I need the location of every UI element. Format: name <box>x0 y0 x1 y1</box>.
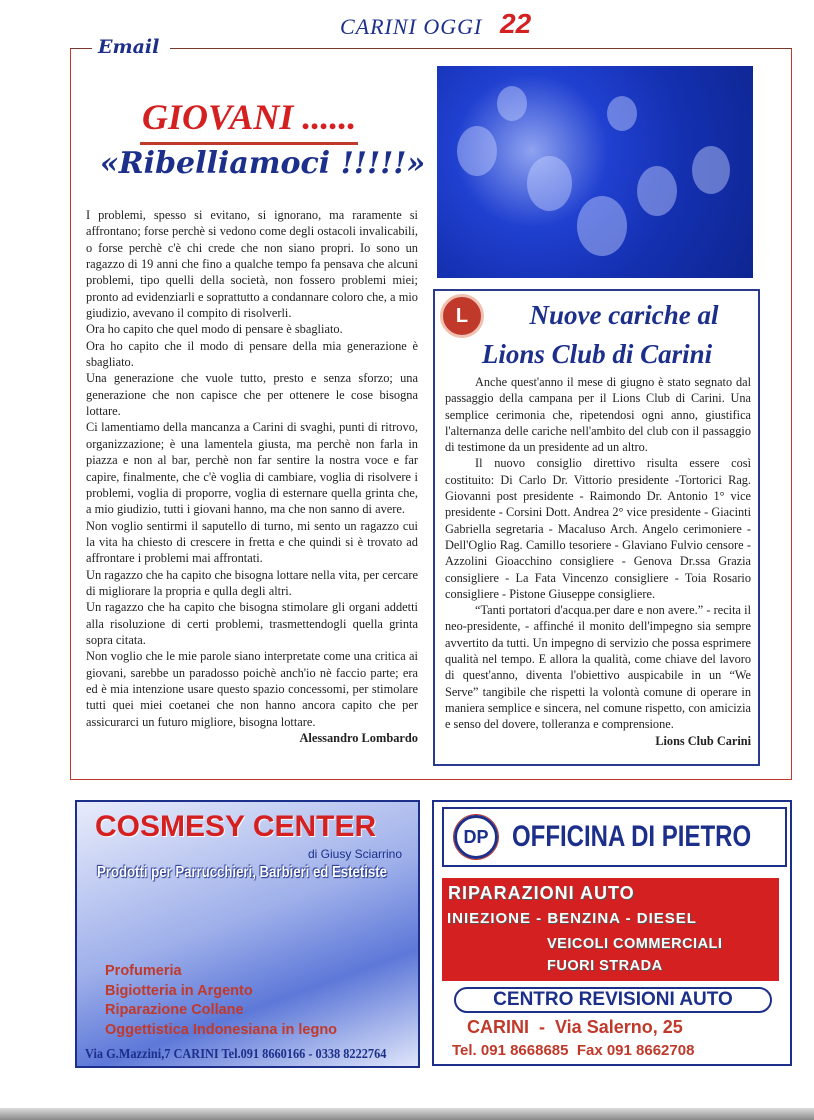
paragraph: Ora ho capito che quel modo di pensare è sbagliato. <box>86 322 343 337</box>
ad-service: Bigiotteria in Argento <box>105 982 253 999</box>
crowd-photo <box>437 66 753 278</box>
scan-edge <box>0 1108 814 1120</box>
cosmesy-center-ad <box>75 800 420 1068</box>
article-body <box>86 207 418 746</box>
ad-address: Via G.Mazzini,7 CARINI Tel.091 8660166 - 0338 8222764 <box>85 1047 387 1062</box>
divider <box>70 48 92 49</box>
paragraph: Un ragazzo che ha capito che bisogna lottare nella vita, per cercare di migliorare la propria e qulla degli altri. <box>86 567 418 598</box>
lions-club-logo: L <box>440 294 484 338</box>
masthead: CARINI OGGI <box>340 14 483 39</box>
ad-service: INIEZIONE - BENZINA - DIESEL <box>447 910 697 927</box>
article-title: GIOVANI ...... <box>140 96 358 145</box>
paragraph: Ora ho capito che il modo di pensare della mia generazione è sbagliato. <box>86 338 418 370</box>
ad-service: Riparazione Collane <box>105 1002 244 1018</box>
article-author: Alessandro Lombardo <box>299 731 418 745</box>
article-subtitle: «Ribelliamoci !!!!!» <box>100 146 426 181</box>
ad-header <box>442 807 787 867</box>
ad-service: Oggettistica Indonesiana in legno <box>105 1021 338 1038</box>
ad-service: VEICOLI COMMERCIALI <box>547 936 723 952</box>
ad-service: FUORI STRADA <box>547 958 663 974</box>
paragraph: I problemi, spesso si evitano, si ignorano, ma raramente si affrontano; forse perchè si vedono come degli ostacoli invalicabili, o forse perchè c'è chi crede che non siano propri. Io sono un ragazzo di 19 anni che fino a qualche tempo fa pensava che alcuni problemi, tipo quelli della società, non fossero problemi miei; pronto ad evidenziarli e soprattutto a condannare coloro che, a mio giudizio, avevano il compito di risolverli. <box>86 208 418 321</box>
paragraph: Anche quest'anno il mese di giugno è stato segnato dal passaggio della campana per il Lions Club di Carini. Una semplice cerimonia che, ripetendosi ogni anno, giustifica l'alternanza delle cariche nell'ambito del club con il passaggio di testimone da un presidente ad un altro. <box>445 375 751 455</box>
ad-tagline: Prodotti per Parrucchieri, Barbieri ed Estetiste <box>97 864 387 881</box>
ad-phones: Tel. 091 8668685 Fax 091 8662708 <box>452 1042 695 1059</box>
lions-body <box>445 374 751 749</box>
paragraph: Non voglio che le mie parole siano interpretate come una critica ai giovani, sarebbe un paradosso poichè anch'io nè faccio parte; era ed è mia intenzione usare questo spazio concessomi, per stimolare tutti quei miei coetanei che non hanno ancora capito che per assicurarci un futuro migliore, bisogna lottare. <box>86 649 418 729</box>
lions-title-line: Lions Club di Carini <box>481 339 713 369</box>
paragraph: Non voglio sentirmi il saputello di turno, mi sento un ragazzo cui la vita ha chiesto di crescere in fretta e che quindi si è trovato ad affrontare i problemi mai affrontati. <box>86 518 418 566</box>
section-label: Email <box>98 36 160 58</box>
ad-brand-name: COSMESY CENTER <box>95 810 377 843</box>
paragraph: Ci lamentiamo della mancanza a Carini di svaghi, punti di ritrovo, organizzazione; è una lamentela giusta, ma perchè non farla in piazza e non al bar, perchè non far sentire la nostra voce e far capire, finalmente, che c'è voglia di cambiare, voglia di risolvere i problemi, voglia di proporre, voglia di esternare quella grinta che, a mio giudizio, tutti i giovani hanno, ma che non sanno di avere. <box>86 420 418 517</box>
officina-di-pietro-ad <box>432 800 792 1066</box>
ad-services-panel <box>442 878 779 981</box>
page-number: 22 <box>500 8 532 39</box>
ad-centro-revisioni: CENTRO REVISIONI AUTO <box>454 987 772 1013</box>
paragraph: Un ragazzo che ha capito che bisogna stimolare gli organi addetti alla risoluzione di certi problemi, trasmettendogli quella grinta sopra citata. <box>86 600 418 647</box>
paragraph: Il nuovo consiglio direttivo risulta essere così costituito: Di Carlo Dr. Vittorio presidente -Tortorici Rag. Giovanni post presidente - Raimondo Dr. Antonio 1° vice presidente - Corsini Dott. Andrea 2° vice presidente - Giacinti Gabriella segretaria - Macaluso Arch. Angelo cerimoniere - Dell'Oglio Rag. Camillo tesoriere - Glaviano Fulvio censore - Azzolini Gioacchino consigliere - Genova Dr.ssa Grazia consigliere - La Fata Vincenzo consigliere - Toia Rosario consigliere - Pistone Giuseppe consigliere. <box>445 456 751 601</box>
dp-logo-icon: DP <box>454 815 498 859</box>
divider <box>170 48 792 49</box>
ad-service: Profumeria <box>105 963 182 979</box>
ad-brand-name: OFFICINA DI PIETRO <box>512 820 752 853</box>
lions-signature: Lions Club Carini <box>655 733 751 748</box>
lions-title-line: Nuove cariche al <box>529 300 719 330</box>
paragraph: Una generazione che vuole tutto, presto e senza sforzo; una generazione che non capisce che per ottenere le cose bisogna lottare. <box>86 371 418 419</box>
ad-address: CARINI - Via Salerno, 25 <box>467 1017 683 1037</box>
paragraph: “Tanti portatori d'acqua.per dare e non avere.” - recita il neo-presidente, - affinché il monito dell'impegno sia sempre avvertito da tutti. Un impegno di servizio che possa esprimere qualità nel tempo. E allora la qualità, come chiave del lavoro di quest'anno, diventa l'obiettivo auspicabile in un “We Serve” tangibile che rispetti la volontà comune di operare in maniera semplice e sincera, nel comune rispetto, con amicizia e senso del dovere, tolleranza e comprensione. <box>445 603 751 732</box>
ad-service: RIPARAZIONI AUTO <box>448 883 635 903</box>
ad-services-list <box>105 962 337 1040</box>
ad-owner: di Giusy Sciarrino <box>307 847 402 861</box>
